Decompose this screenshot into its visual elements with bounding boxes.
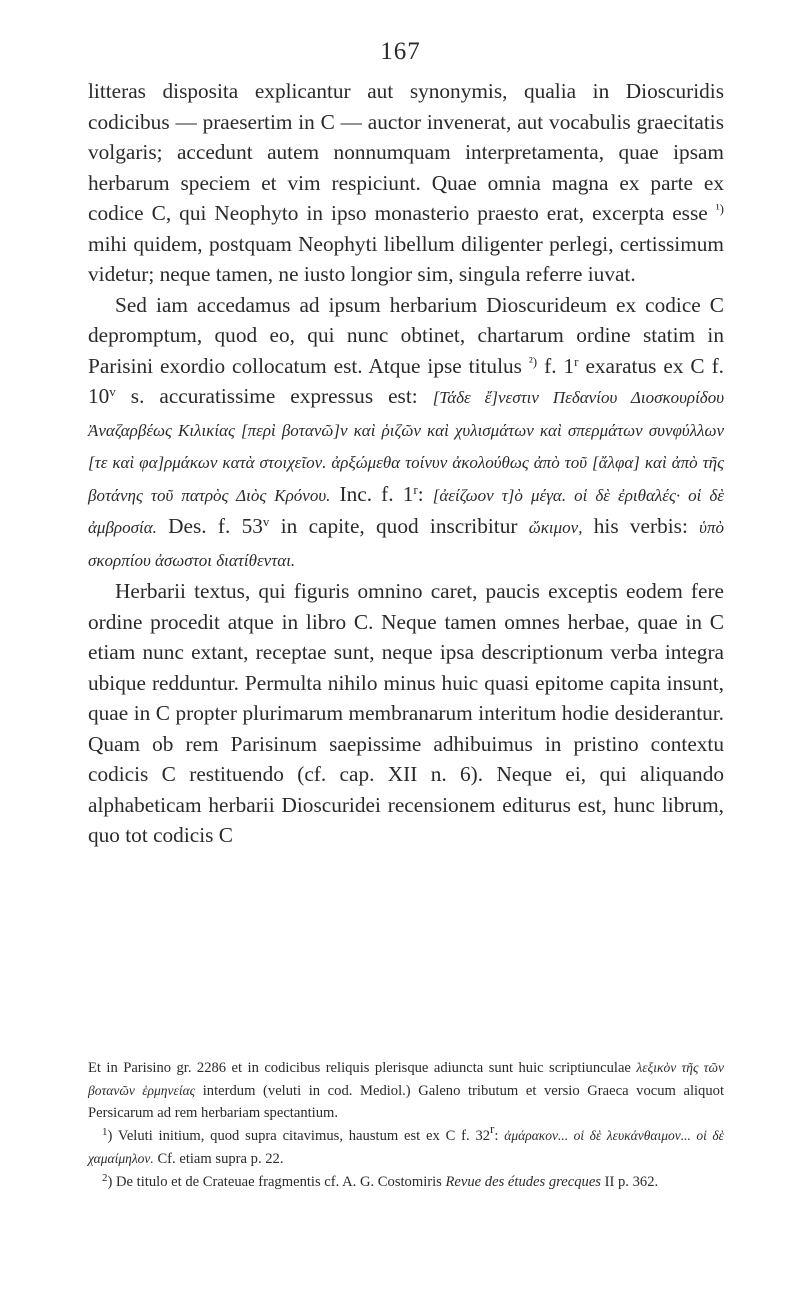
greek-lexicon-title: λεξικὸν τῆς τῶν βοτανῶν ἑρμηνείας — [88, 1060, 724, 1098]
footnote-2 — [88, 1171, 724, 1194]
journal-title: Revue des études grecques — [445, 1173, 601, 1190]
greek-chapter-title: ὤκιμον, — [528, 518, 583, 537]
recto-mark: r — [413, 481, 418, 497]
paragraph-2-text-e: his verbis: — [593, 514, 688, 538]
footnote-1-marker: 1 — [102, 1126, 108, 1139]
paragraph-3-text: Herbarii textus, qui figuris omnino caret, paucis exceptis eodem fere ordine procedit atque in libro C. Neque tamen omnes herbae, quae in C etiam nunc extant, receptae sunt, neque ipsa descriptionum verba integra ubique redduntur. Permulta nihilo minus huic quasi epitome capita insunt, quae in C propter plurimarum membranarum interitum hodie desiderantur. Quam ob rem Parisinum saepissime adhibuimus in pristino contextu codicis C restituendo (cf. cap. XII n. 6). Neque ei, qui aliquando alphabeticam herbarii Dioscuridei recensionem editurus est, hunc librum, quo tot codicis C — [88, 579, 724, 847]
footnote-2-text-a: ) De titulo et de Crateuae fragmentis cf. A. G. Costomiris — [107, 1173, 442, 1190]
recto-mark: r — [574, 353, 579, 369]
greek-title-quote: [Τάδε ἔ]νεστιν Πεδανίου Διοσκουρίδου Ἀναζαρβέως Κιλικίας [περὶ βοτανῶ]ν καὶ ῥιζῶν καὶ χυλισμάτων καὶ σπερμάτων συνφύλλων [τε καὶ φα]ρμάκων κατὰ στοιχεῖον. ἀρξώμεθα τοίνυν ἀκολούθως ἀπὸ τοῦ [ἄλφα] καὶ ἀπὸ τῆς βοτάνης τοῦ πατρὸς Διὸς Κρόνου. — [88, 388, 724, 505]
paragraph-2-text-a: Sed iam accedamus ad ipsum herbarium Dioscurideum ex codice C depromptum, quod eo, qui nunc obtinet, chartarum ordine statim in Parisini exordio collocatum est. Atque ipse titulus — [88, 292, 724, 378]
paragraph-1-text-a: litteras disposita explicantur aut synonymis, qualia in Dioscuridis codicibus — praesertim in C — auctor invenerat, aut vocabulis graecitatis volgaris; accedunt autem nonnumquam interpretamenta, quae ipsam herbarum speciem et vim respiciunt. Quae omnia magna ex parte ex codice C, qui Neophyto in ipso monasterio praesto erat, excerpta esse — [88, 79, 724, 225]
footnotes — [88, 1057, 724, 1193]
desinit-label: Des. f. 53 — [168, 514, 263, 538]
paragraph-2 — [88, 290, 724, 577]
footnote-2-text-b: II p. 362. — [604, 1173, 659, 1190]
folio-ref-title: f. 1 — [544, 353, 575, 378]
paragraph-2-text-d: in capite, quod inscribitur — [280, 514, 518, 538]
paragraph-2-text-b: exaratus ex C f. 10 — [88, 353, 725, 408]
greek-explicit-quote: ὑπὸ σκορπίου ἀσωστοι διατίθενται. — [88, 518, 724, 570]
verso-mark: v — [109, 384, 116, 399]
paragraph-1 — [88, 76, 724, 290]
greek-footnote-quote: ἀμάρακον... οἱ δὲ λευκάνθαιμον... οἱ δὲ χαμαίμηλον. — [88, 1128, 724, 1166]
incipit-label: Inc. f. 1 — [339, 481, 414, 506]
page-number: 167 — [380, 38, 421, 65]
main-text — [88, 76, 724, 851]
verso-mark: v — [262, 514, 270, 529]
footnote-1-text-a: ) Veluti initium, quod supra citavimus, haustum est ex C f. 32 — [107, 1128, 491, 1145]
footnote-ref-2: ²) — [528, 353, 538, 369]
footnote-1-text-b: Cf. etiam supra p. 22. — [157, 1150, 284, 1167]
colon: : — [494, 1128, 499, 1145]
footnote-intro — [88, 1057, 724, 1125]
colon: : — [417, 481, 424, 506]
greek-incipit-quote: [ἀείζωον τ]ὸ μέγα. οἱ δὲ ἐριθαλές· οἱ δὲ ἀμβροσία. — [88, 485, 725, 537]
footnote-intro-text-a: Et in Parisino gr. 2286 et in codicibus reliquis plerisque adiuncta sunt huic scriptiunculae — [88, 1060, 631, 1076]
paragraph-2-text-c: s. accuratissime expressus est: — [130, 384, 418, 408]
paragraph-3 — [88, 576, 724, 851]
paragraph-1-text-b: mihi quidem, postquam Neophyti libellum diligenter perlegi, certissimum videtur; neque tamen, ne iusto longior sim, singula referre iuvat. — [88, 231, 724, 286]
footnote-ref-1: ¹) — [715, 201, 724, 216]
footnote-intro-text-b: interdum (veluti in cod. Mediol.) Galeno tributum et versio Graeca vocum aliquot Persicarum ad rem herbariam spectantium. — [88, 1082, 724, 1122]
footnote-2-marker: 2 — [102, 1171, 108, 1184]
footnote-1 — [88, 1121, 724, 1170]
recto-mark: r — [490, 1121, 495, 1137]
